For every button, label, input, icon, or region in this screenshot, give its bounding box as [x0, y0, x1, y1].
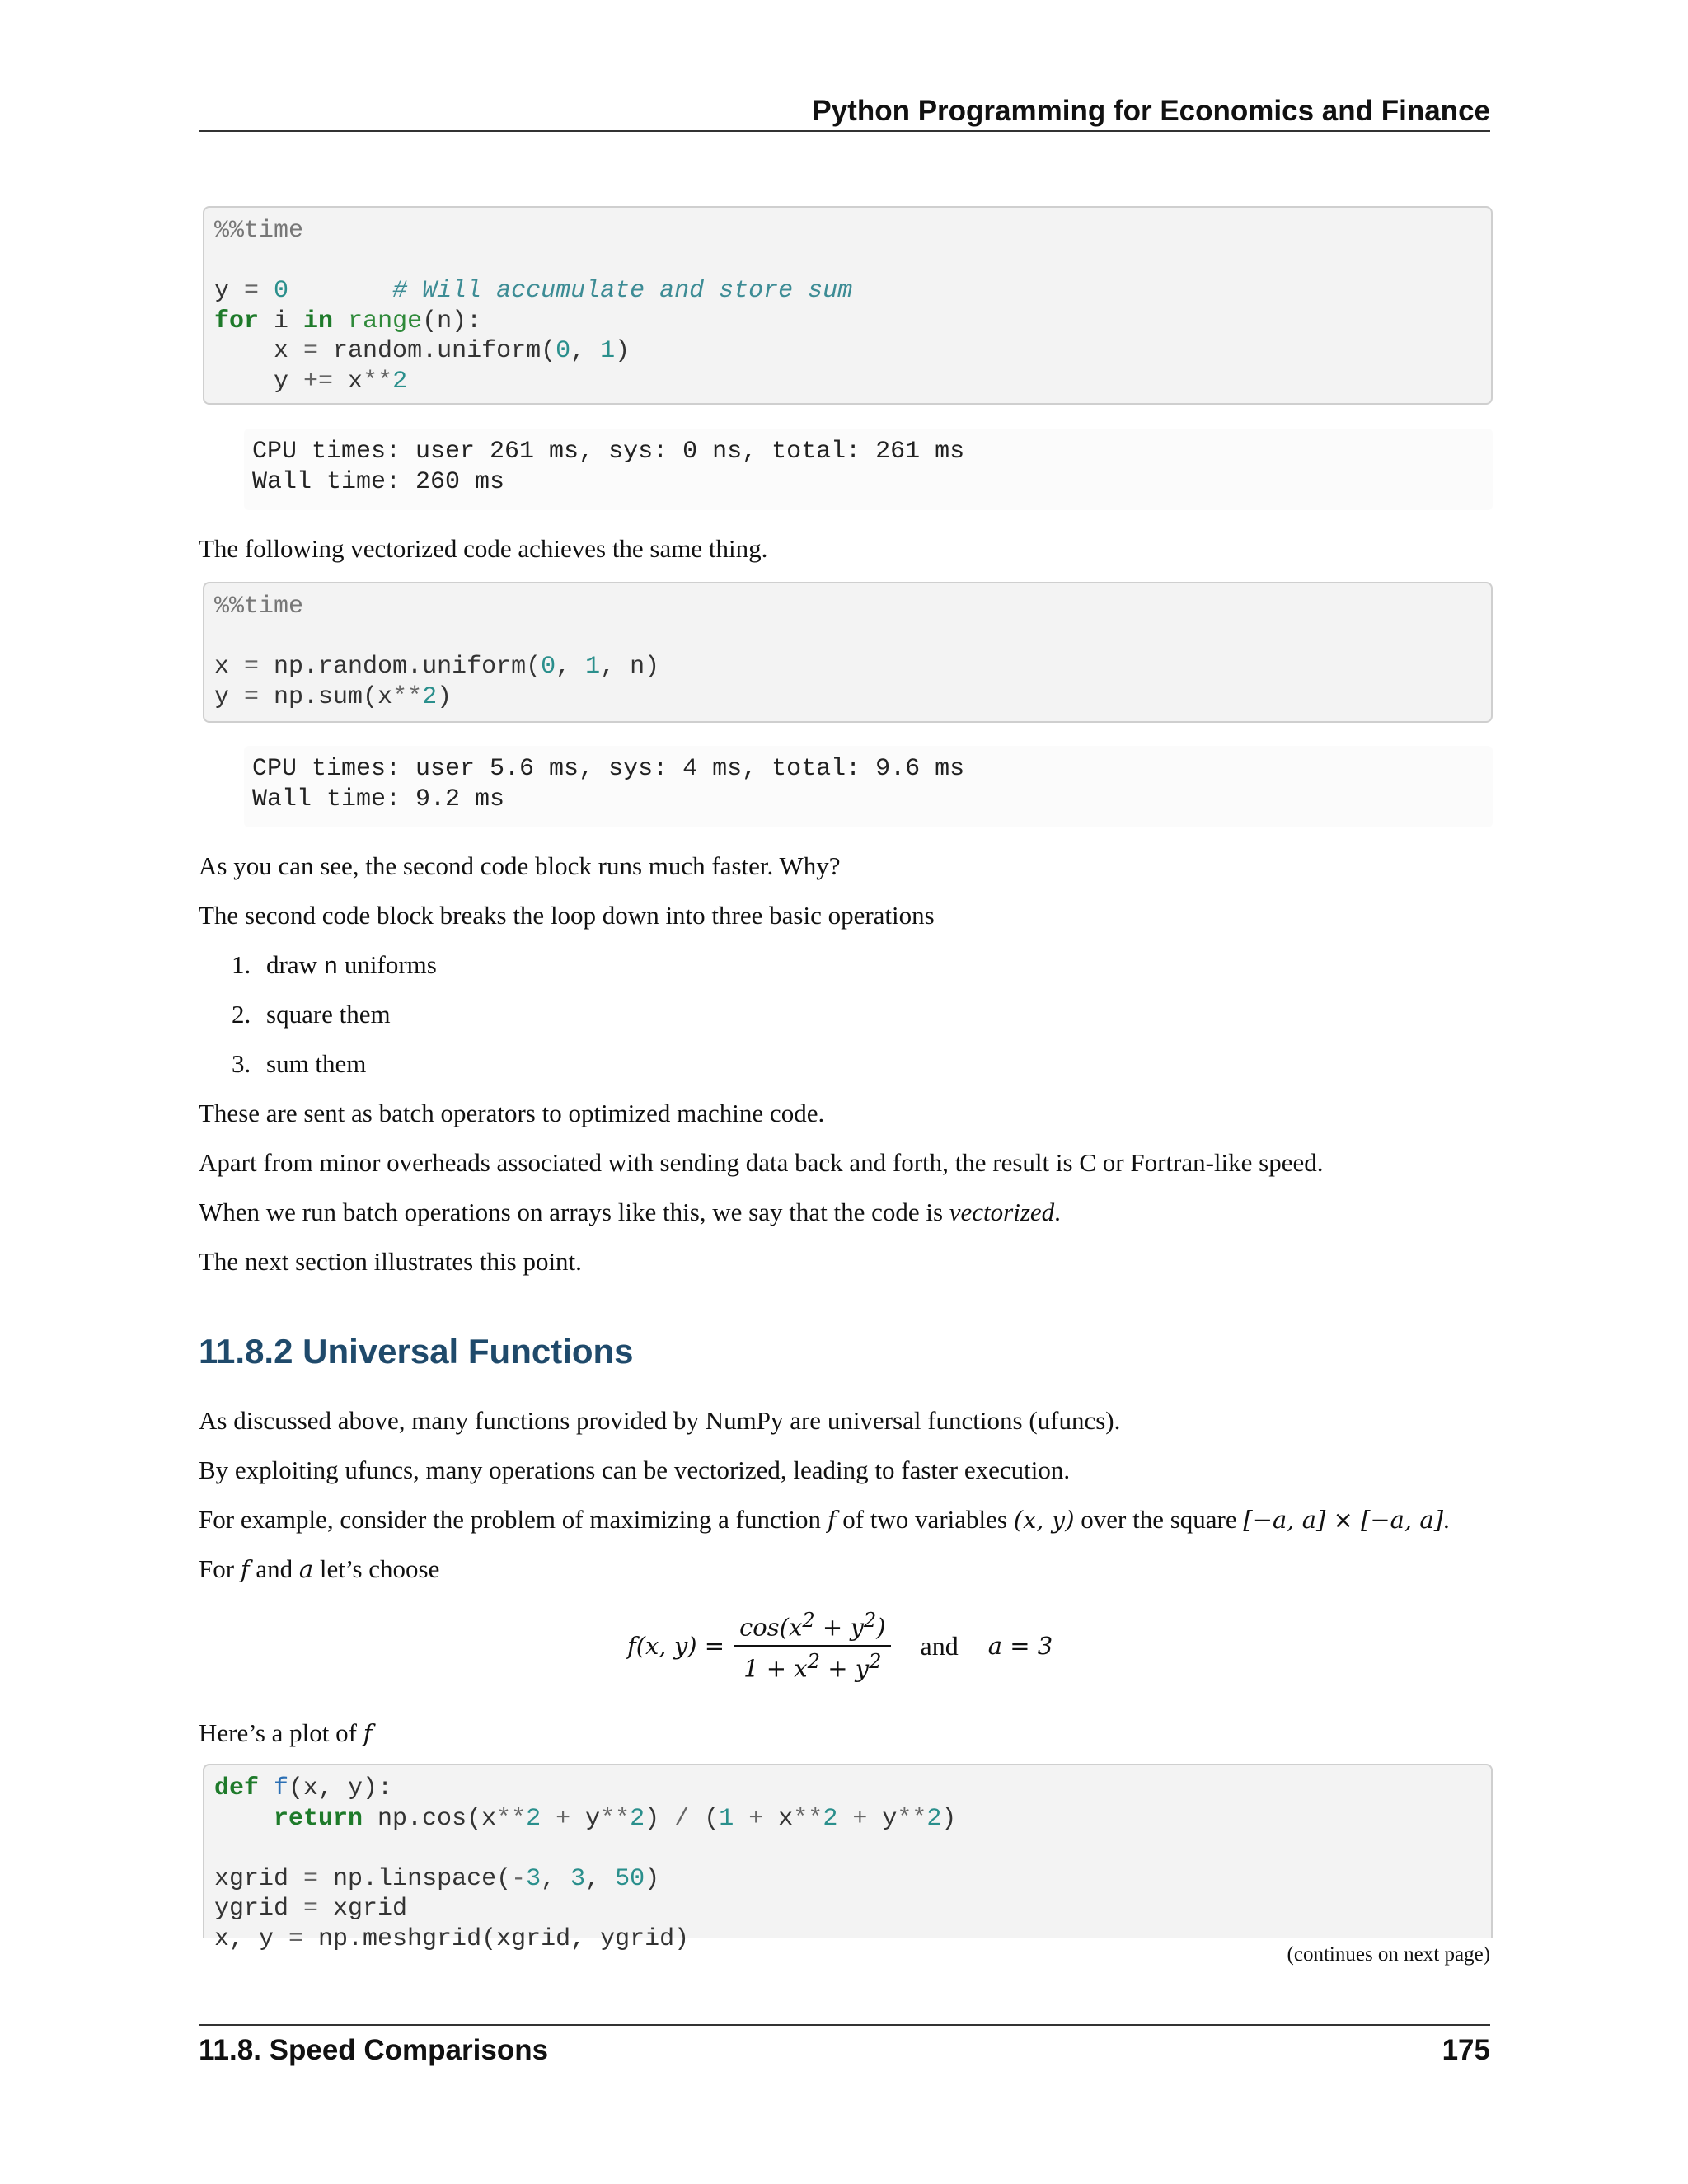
paragraph: For f and a let’s choose [199, 1554, 440, 1583]
running-header: Python Programming for Economics and Finance [199, 92, 1490, 132]
section-title: 11.8.2 Universal Functions [199, 1332, 634, 1371]
paragraph: As you can see, the second code block runs much faster. Why? [199, 851, 841, 880]
output-block-loop: CPU times: user 261 ms, sys: 0 ns, total: 261 ms Wall time: 260 ms [244, 429, 1493, 510]
equation: f(x, y) = $\frac{\cos(x^2 + y^2)}{1 + x^2 + y^2}$ and a = 3 [627, 1609, 1053, 1683]
paragraph: The following vectorized code achieves the same thing. [199, 534, 768, 563]
list-item: 2. square them [232, 1000, 391, 1029]
list-item: 1. draw n uniforms [232, 950, 437, 981]
paragraph: These are sent as batch operators to optimized machine code. [199, 1099, 825, 1127]
list-item: 3. sum them [232, 1049, 367, 1078]
code-block-vectorized[interactable]: %%time x = np.random.uniform(0, 1, n) y = np.sum(x**2) [203, 582, 1493, 723]
code-block-loop[interactable]: %%time y = 0 # Will accumulate and store sum for i in range(n): x = random.uniform(0, 1) y += x**2 [203, 206, 1493, 405]
paragraph: The next section illustrates this point. [199, 1247, 582, 1276]
paragraph: The second code block breaks the loop down into three basic operations [199, 901, 935, 930]
paragraph: As discussed above, many functions provided by NumPy are universal functions (ufuncs). [199, 1406, 1121, 1435]
paragraph: Here’s a plot of f [199, 1718, 373, 1747]
document-page [199, 0, 1490, 2184]
paragraph: For example, consider the problem of maximizing a function f of two variables (x, y) over the square [−a, a] × [−a, a]. [199, 1505, 1450, 1534]
page-number: 175 [1442, 2034, 1490, 2066]
code-block-plot[interactable]: def f(x, y): return np.cos(x**2 + y**2) / (1 + x**2 + y**2) xgrid = np.linspace(-3, 3, 50) ygrid = xgrid x, y = np.meshgrid(xgrid, ygrid) [203, 1764, 1493, 1938]
continues-note: (continues on next page) [1287, 1943, 1490, 1966]
paragraph: When we run batch operations on arrays like this, we say that the code is vectorized. [199, 1197, 1061, 1226]
paragraph: Apart from minor overheads associated with sending data back and forth, the result is C or Fortran-like speed. [199, 1148, 1324, 1177]
paragraph: By exploiting ufuncs, many operations can be vectorized, leading to faster execution. [199, 1455, 1071, 1484]
footer-section: 11.8. Speed Comparisons [199, 2034, 549, 2066]
output-block-vectorized: CPU times: user 5.6 ms, sys: 4 ms, total: 9.6 ms Wall time: 9.2 ms [244, 746, 1493, 827]
running-footer [199, 2024, 1490, 2067]
